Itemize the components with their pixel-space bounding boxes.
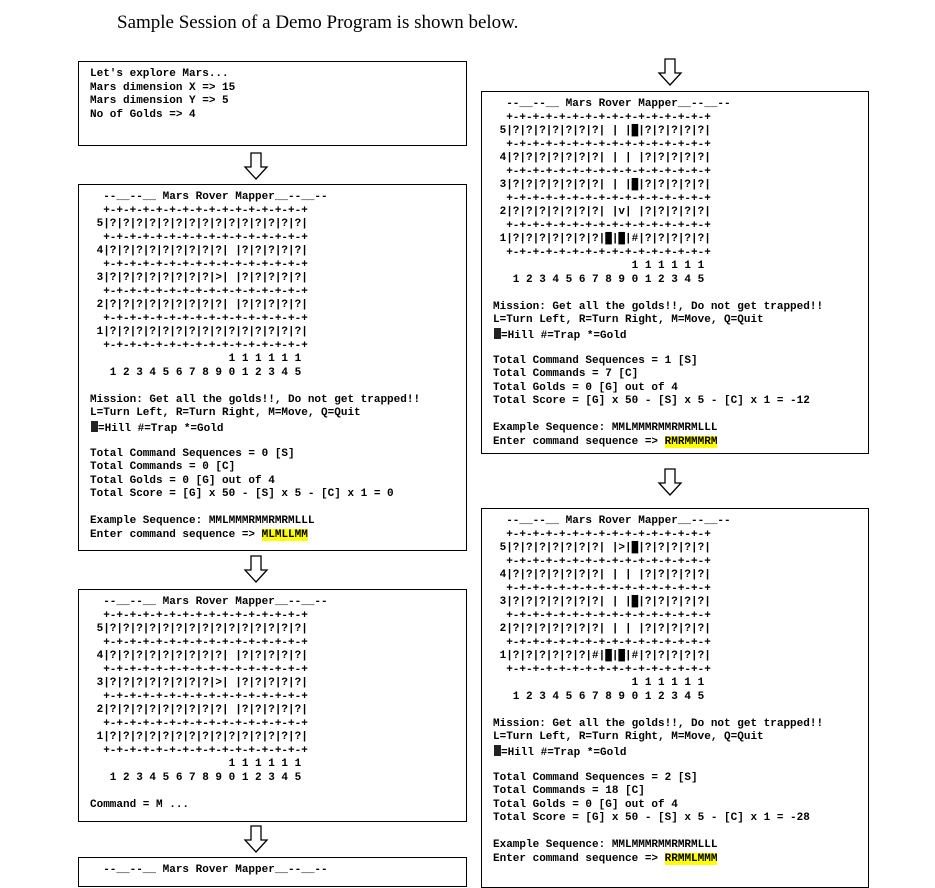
console-line: 3|?|?|?|?|?|?|?| | |█|?|?|?|?|?| <box>493 179 711 191</box>
console-line: Total Golds = 0 [G] out of 4 <box>493 381 678 394</box>
move-command-panel <box>78 589 467 822</box>
console-line: 2|?|?|?|?|?|?|?| |v| |?|?|?|?|?| <box>493 206 711 218</box>
console-line: 1|?|?|?|?|?|?|?|█|█|#|?|?|?|?|?| <box>493 233 711 245</box>
console-line: 1 1 1 1 1 1 <box>493 677 705 689</box>
console-line <box>493 758 857 772</box>
console-line: 5|?|?|?|?|?|?|?|?|?|?|?|?|?|?|?| <box>90 218 308 230</box>
map-after-first-sequence-panel <box>481 91 869 454</box>
console-line: Total Command Sequences = 1 [S] <box>493 354 698 367</box>
console-line: Total Commands = 7 [C] <box>493 368 639 380</box>
console-line: 5|?|?|?|?|?|?|?| | |█|?|?|?|?|?| <box>493 125 711 137</box>
command-input[interactable]: RRMMLMMM <box>664 852 718 865</box>
console-line: Command = M ... <box>90 798 190 811</box>
console-line: +-+-+-+-+-+-+-+-+-+-+-+-+-+-+-+ <box>493 246 711 259</box>
console-line: +-+-+-+-+-+-+-+-+-+-+-+-+-+-+-+ <box>493 582 711 595</box>
console-line: --__--__ Mars Rover Mapper__--__-- <box>90 864 328 876</box>
console-line: --__--__ Mars Rover Mapper__--__-- <box>90 191 328 203</box>
console-line: 3|?|?|?|?|?|?|?|?|>| |?|?|?|?|?| <box>90 677 308 689</box>
console-line: +-+-+-+-+-+-+-+-+-+-+-+-+-+-+-+ <box>493 528 711 541</box>
legend-line: =Hill #=Trap *=Gold <box>493 745 857 759</box>
console-line: Mars dimension Y => 5 <box>90 95 229 107</box>
map-after-second-sequence-panel <box>481 508 869 888</box>
console-line: 3|?|?|?|?|?|?|?|?|>| |?|?|?|?|?| <box>90 272 308 284</box>
console-line: +-+-+-+-+-+-+-+-+-+-+-+-+-+-+-+ <box>90 231 308 244</box>
console-line: 1 1 1 1 1 1 <box>90 758 302 770</box>
console-line: Total Commands = 18 [C] <box>493 785 645 797</box>
next-map-panel <box>78 857 467 887</box>
console-line: Mission: Get all the golds!!, Do not get trapped!! <box>90 393 421 406</box>
page-heading: Sample Session of a Demo Program is shown below. <box>117 12 519 33</box>
console-line: 5|?|?|?|?|?|?|?| |>|█|?|?|?|?|?| <box>493 542 711 554</box>
console-line <box>493 287 857 301</box>
console-line: Example Sequence: MMLMMMRMMRMRMLLL <box>90 515 315 527</box>
console-line: L=Turn Left, R=Turn Right, M=Move, Q=Quit <box>90 407 361 419</box>
console-line: No of Golds => 4 <box>90 108 196 121</box>
console-line: 1|?|?|?|?|?|?|?|?|?|?|?|?|?|?|?| <box>90 731 308 743</box>
hill-block-icon <box>494 328 501 339</box>
console-line: Total Golds = 0 [G] out of 4 <box>90 474 275 487</box>
console-line: 4|?|?|?|?|?|?|?| | | |?|?|?|?|?| <box>493 152 711 164</box>
console-line: Mars dimension X => 15 <box>90 81 236 94</box>
console-line: L=Turn Left, R=Turn Right, M=Move, Q=Quit <box>493 731 764 743</box>
console-line: 5|?|?|?|?|?|?|?|?|?|?|?|?|?|?|?| <box>90 623 308 635</box>
console-line: Example Sequence: MMLMMMRMMRMRMLLL <box>493 422 718 434</box>
down-arrow-icon <box>657 468 683 496</box>
command-input[interactable]: RMRMMMRM <box>664 435 718 448</box>
console-line: Mission: Get all the golds!!, Do not get trapped!! <box>493 717 824 730</box>
console-line <box>493 409 857 423</box>
console-line: 4|?|?|?|?|?|?|?|?|?| |?|?|?|?|?| <box>90 245 308 257</box>
hill-block-icon <box>494 745 501 756</box>
console-line: +-+-+-+-+-+-+-+-+-+-+-+-+-+-+-+ <box>90 312 308 325</box>
hill-block-icon <box>91 421 98 432</box>
console-line: --__--__ Mars Rover Mapper__--__-- <box>493 98 731 110</box>
console-line: +-+-+-+-+-+-+-+-+-+-+-+-+-+-+-+ <box>493 219 711 232</box>
console-line: 1 1 1 1 1 1 <box>493 260 705 272</box>
console-line: 1 2 3 4 5 6 7 8 9 0 1 2 3 4 5 <box>493 690 705 703</box>
console-line: 1 2 3 4 5 6 7 8 9 0 1 2 3 4 5 <box>493 273 705 286</box>
console-line: Total Commands = 0 [C] <box>90 461 236 473</box>
console-line: +-+-+-+-+-+-+-+-+-+-+-+-+-+-+-+ <box>90 690 308 703</box>
console-line <box>493 704 857 718</box>
console-line <box>90 502 455 516</box>
console-line: L=Turn Left, R=Turn Right, M=Move, Q=Quit <box>493 314 764 326</box>
console-line <box>493 341 857 355</box>
console-line: +-+-+-+-+-+-+-+-+-+-+-+-+-+-+-+ <box>493 609 711 622</box>
console-line: +-+-+-+-+-+-+-+-+-+-+-+-+-+-+-+ <box>90 636 308 649</box>
down-arrow-icon <box>243 825 269 853</box>
console-line: 4|?|?|?|?|?|?|?|?|?| |?|?|?|?|?| <box>90 650 308 662</box>
console-line <box>493 826 857 840</box>
down-arrow-icon <box>243 555 269 583</box>
console-line: 2|?|?|?|?|?|?|?|?|?| |?|?|?|?|?| <box>90 704 308 716</box>
console-line: Let's explore Mars... <box>90 68 229 80</box>
console-line: 1|?|?|?|?|?|?|#|█|█|#|?|?|?|?|?| <box>493 650 711 662</box>
console-line: Total Score = [G] x 50 - [S] x 5 - [C] x 1 = -28 <box>493 812 810 824</box>
console-line: 1 2 3 4 5 6 7 8 9 0 1 2 3 4 5 <box>90 771 302 784</box>
console-line: 2|?|?|?|?|?|?|?| | | |?|?|?|?|?| <box>493 623 711 635</box>
console-line: Mission: Get all the golds!!, Do not get trapped!! <box>493 300 824 313</box>
console-line: 3|?|?|?|?|?|?|?| | |█|?|?|?|?|?| <box>493 596 711 608</box>
console-line: +-+-+-+-+-+-+-+-+-+-+-+-+-+-+-+ <box>90 744 308 757</box>
console-line: +-+-+-+-+-+-+-+-+-+-+-+-+-+-+-+ <box>493 663 711 676</box>
console-line: Total Command Sequences = 0 [S] <box>90 447 295 460</box>
console-line: 1 1 1 1 1 1 <box>90 353 302 365</box>
legend-line: =Hill #=Trap *=Gold <box>90 421 455 435</box>
console-line: +-+-+-+-+-+-+-+-+-+-+-+-+-+-+-+ <box>493 111 711 124</box>
console-line: +-+-+-+-+-+-+-+-+-+-+-+-+-+-+-+ <box>493 555 711 568</box>
console-line: +-+-+-+-+-+-+-+-+-+-+-+-+-+-+-+ <box>90 285 308 298</box>
initial-map-panel <box>78 184 467 551</box>
console-line: --__--__ Mars Rover Mapper__--__-- <box>493 515 731 527</box>
down-arrow-icon <box>243 152 269 180</box>
console-line: +-+-+-+-+-+-+-+-+-+-+-+-+-+-+-+ <box>90 663 308 676</box>
console-line: +-+-+-+-+-+-+-+-+-+-+-+-+-+-+-+ <box>90 717 308 730</box>
console-line <box>90 434 455 448</box>
console-line: Total Golds = 0 [G] out of 4 <box>493 798 678 811</box>
console-line: Total Score = [G] x 50 - [S] x 5 - [C] x 1 = -12 <box>493 395 810 407</box>
command-prompt: Enter command sequence => MLMLLMM <box>90 528 308 541</box>
command-prompt: Enter command sequence => RRMMLMMM <box>493 852 718 865</box>
console-line: +-+-+-+-+-+-+-+-+-+-+-+-+-+-+-+ <box>493 636 711 649</box>
legend-line: =Hill #=Trap *=Gold <box>493 328 857 342</box>
command-prompt: Enter command sequence => RMRMMMRM <box>493 435 718 448</box>
console-line: +-+-+-+-+-+-+-+-+-+-+-+-+-+-+-+ <box>493 138 711 151</box>
console-line: +-+-+-+-+-+-+-+-+-+-+-+-+-+-+-+ <box>90 609 308 622</box>
console-line: +-+-+-+-+-+-+-+-+-+-+-+-+-+-+-+ <box>90 339 308 352</box>
console-line: Total Score = [G] x 50 - [S] x 5 - [C] x 1 = 0 <box>90 488 394 500</box>
down-arrow-icon <box>657 58 683 86</box>
console-line: +-+-+-+-+-+-+-+-+-+-+-+-+-+-+-+ <box>90 204 308 217</box>
console-line: +-+-+-+-+-+-+-+-+-+-+-+-+-+-+-+ <box>493 192 711 205</box>
console-line: 1 2 3 4 5 6 7 8 9 0 1 2 3 4 5 <box>90 366 302 379</box>
command-input[interactable]: MLMLLMM <box>261 528 308 541</box>
console-line <box>90 380 455 394</box>
console-line: Total Command Sequences = 2 [S] <box>493 771 698 784</box>
console-line <box>90 785 455 799</box>
console-line: Example Sequence: MMLMMMRMMRMRMLLL <box>493 839 718 851</box>
console-line: 2|?|?|?|?|?|?|?|?|?| |?|?|?|?|?| <box>90 299 308 311</box>
console-line: --__--__ Mars Rover Mapper__--__-- <box>90 596 328 608</box>
console-line: +-+-+-+-+-+-+-+-+-+-+-+-+-+-+-+ <box>493 165 711 178</box>
console-line: +-+-+-+-+-+-+-+-+-+-+-+-+-+-+-+ <box>90 258 308 271</box>
console-line: 4|?|?|?|?|?|?|?| | | |?|?|?|?|?| <box>493 569 711 581</box>
setup-console-panel <box>78 61 467 146</box>
console-line: 1|?|?|?|?|?|?|?|?|?|?|?|?|?|?|?| <box>90 326 308 338</box>
